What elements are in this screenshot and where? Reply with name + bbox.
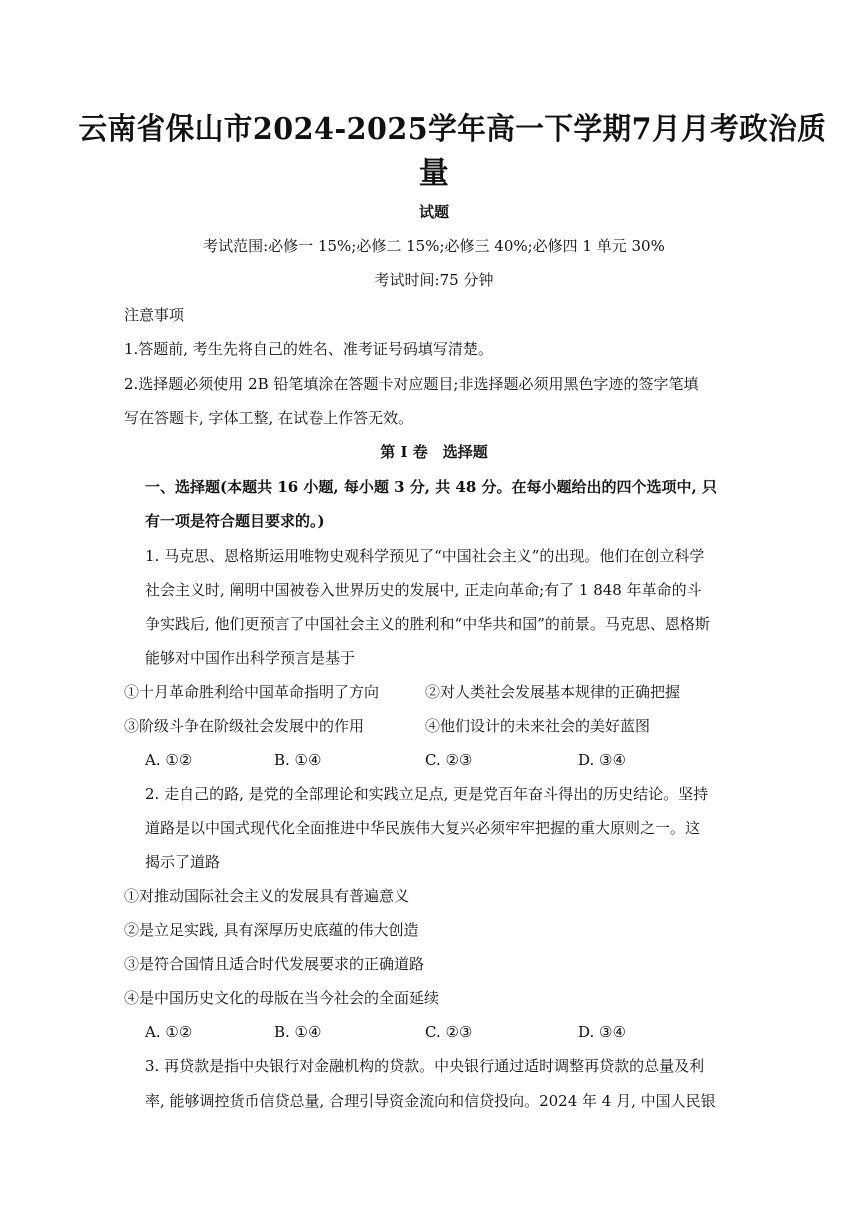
document-subtitle: 试题 — [418, 203, 449, 221]
notes-item-1: 1.答题前, 考生先将自己的姓名、准考证号码填写清楚。 — [124, 340, 493, 358]
statement-3: ③阶级斗争在阶级社会发展中的作用 — [124, 717, 365, 735]
document-title-line-1: 云南省保山市2024-2025学年高一下学期7月月考政治质 — [78, 112, 827, 147]
statement-1: ①十月革命胜利给中国革命指明了方向 — [124, 683, 380, 701]
question-stem-line: 揭示了道路 — [145, 853, 221, 871]
section-instructions-line-2: 有一项是符合题目要求的。) — [145, 512, 325, 530]
exam-scope: 考试范围:必修一 15%;必修二 15%;必修三 40%;必修四 1 单元 30% — [203, 237, 665, 255]
notes-item-2-line-2: 写在答题卡, 字体工整, 在试卷上作答无效。 — [124, 409, 414, 427]
statement-3: ③是符合国情且适合时代发展要求的正确道路 — [124, 955, 425, 973]
section-title: 第 I 卷 选择题 — [380, 443, 488, 461]
choice-a: A. ①② — [145, 751, 193, 769]
document-title-line-2: 量 — [418, 156, 450, 191]
question-stem-line: 社会主义时, 阐明中国被卷入世界历史的发展中, 正走向革命;有了 1 848 年革命的斗 — [145, 581, 702, 599]
choice-d: D. ③④ — [578, 751, 626, 769]
statement-1: ①对推动国际社会主义的发展具有普遍意义 — [124, 887, 410, 905]
choice-b: B. ①④ — [274, 1023, 322, 1041]
statement-4: ④是中国历史文化的母版在当今社会的全面延续 — [124, 989, 440, 1007]
statement-2: ②对人类社会发展基本规律的正确把握 — [425, 683, 681, 701]
notes-heading: 注意事项 — [124, 306, 185, 324]
choice-d: D. ③④ — [578, 1023, 626, 1041]
section-instructions-line-1: 一、选择题(本题共 16 小题, 每小题 3 分, 共 48 分。在每小题给出的四个选项中, 只 — [145, 478, 717, 496]
question-stem-line: 1. 马克思、恩格斯运用唯物史观科学预见了“中国社会主义”的出现。他们在创立科学 — [145, 547, 705, 565]
choice-c: C. ②③ — [425, 751, 473, 769]
choice-b: B. ①④ — [274, 751, 322, 769]
question-stem-line: 争实践后, 他们更预言了中国社会主义的胜利和“中华共和国”的前景。马克思、恩格斯 — [145, 615, 710, 633]
statement-2: ②是立足实践, 具有深厚历史底蕴的伟大创造 — [124, 921, 419, 939]
question-stem-line: 3. 再贷款是指中央银行对金融机构的贷款。中央银行通过适时调整再贷款的总量及利 — [145, 1057, 705, 1075]
statement-4: ④他们设计的未来社会的美好蓝图 — [425, 717, 651, 735]
question-stem-line: 率, 能够调控货币信贷总量, 合理引导资金流向和信贷投向。2024 年 4 月, 中国人民银 — [145, 1092, 716, 1110]
choice-c: C. ②③ — [425, 1023, 473, 1041]
question-stem-line: 2. 走自己的路, 是党的全部理论和实践立足点, 更是党百年奋斗得出的历史结论。坚持 — [145, 785, 709, 803]
choice-a: A. ①② — [145, 1023, 193, 1041]
notes-item-2-line-1: 2.选择题必须使用 2B 铅笔填涂在答题卡对应题目;非选择题必须用黑色字迹的签字笔填 — [124, 375, 699, 393]
question-stem-line: 道路是以中国式现代化全面推进中华民族伟大复兴必须牢牢把握的重大原则之一。这 — [145, 819, 701, 837]
question-stem-line: 能够对中国作出科学预言是基于 — [145, 649, 356, 667]
exam-time: 考试时间:75 分钟 — [374, 271, 494, 289]
